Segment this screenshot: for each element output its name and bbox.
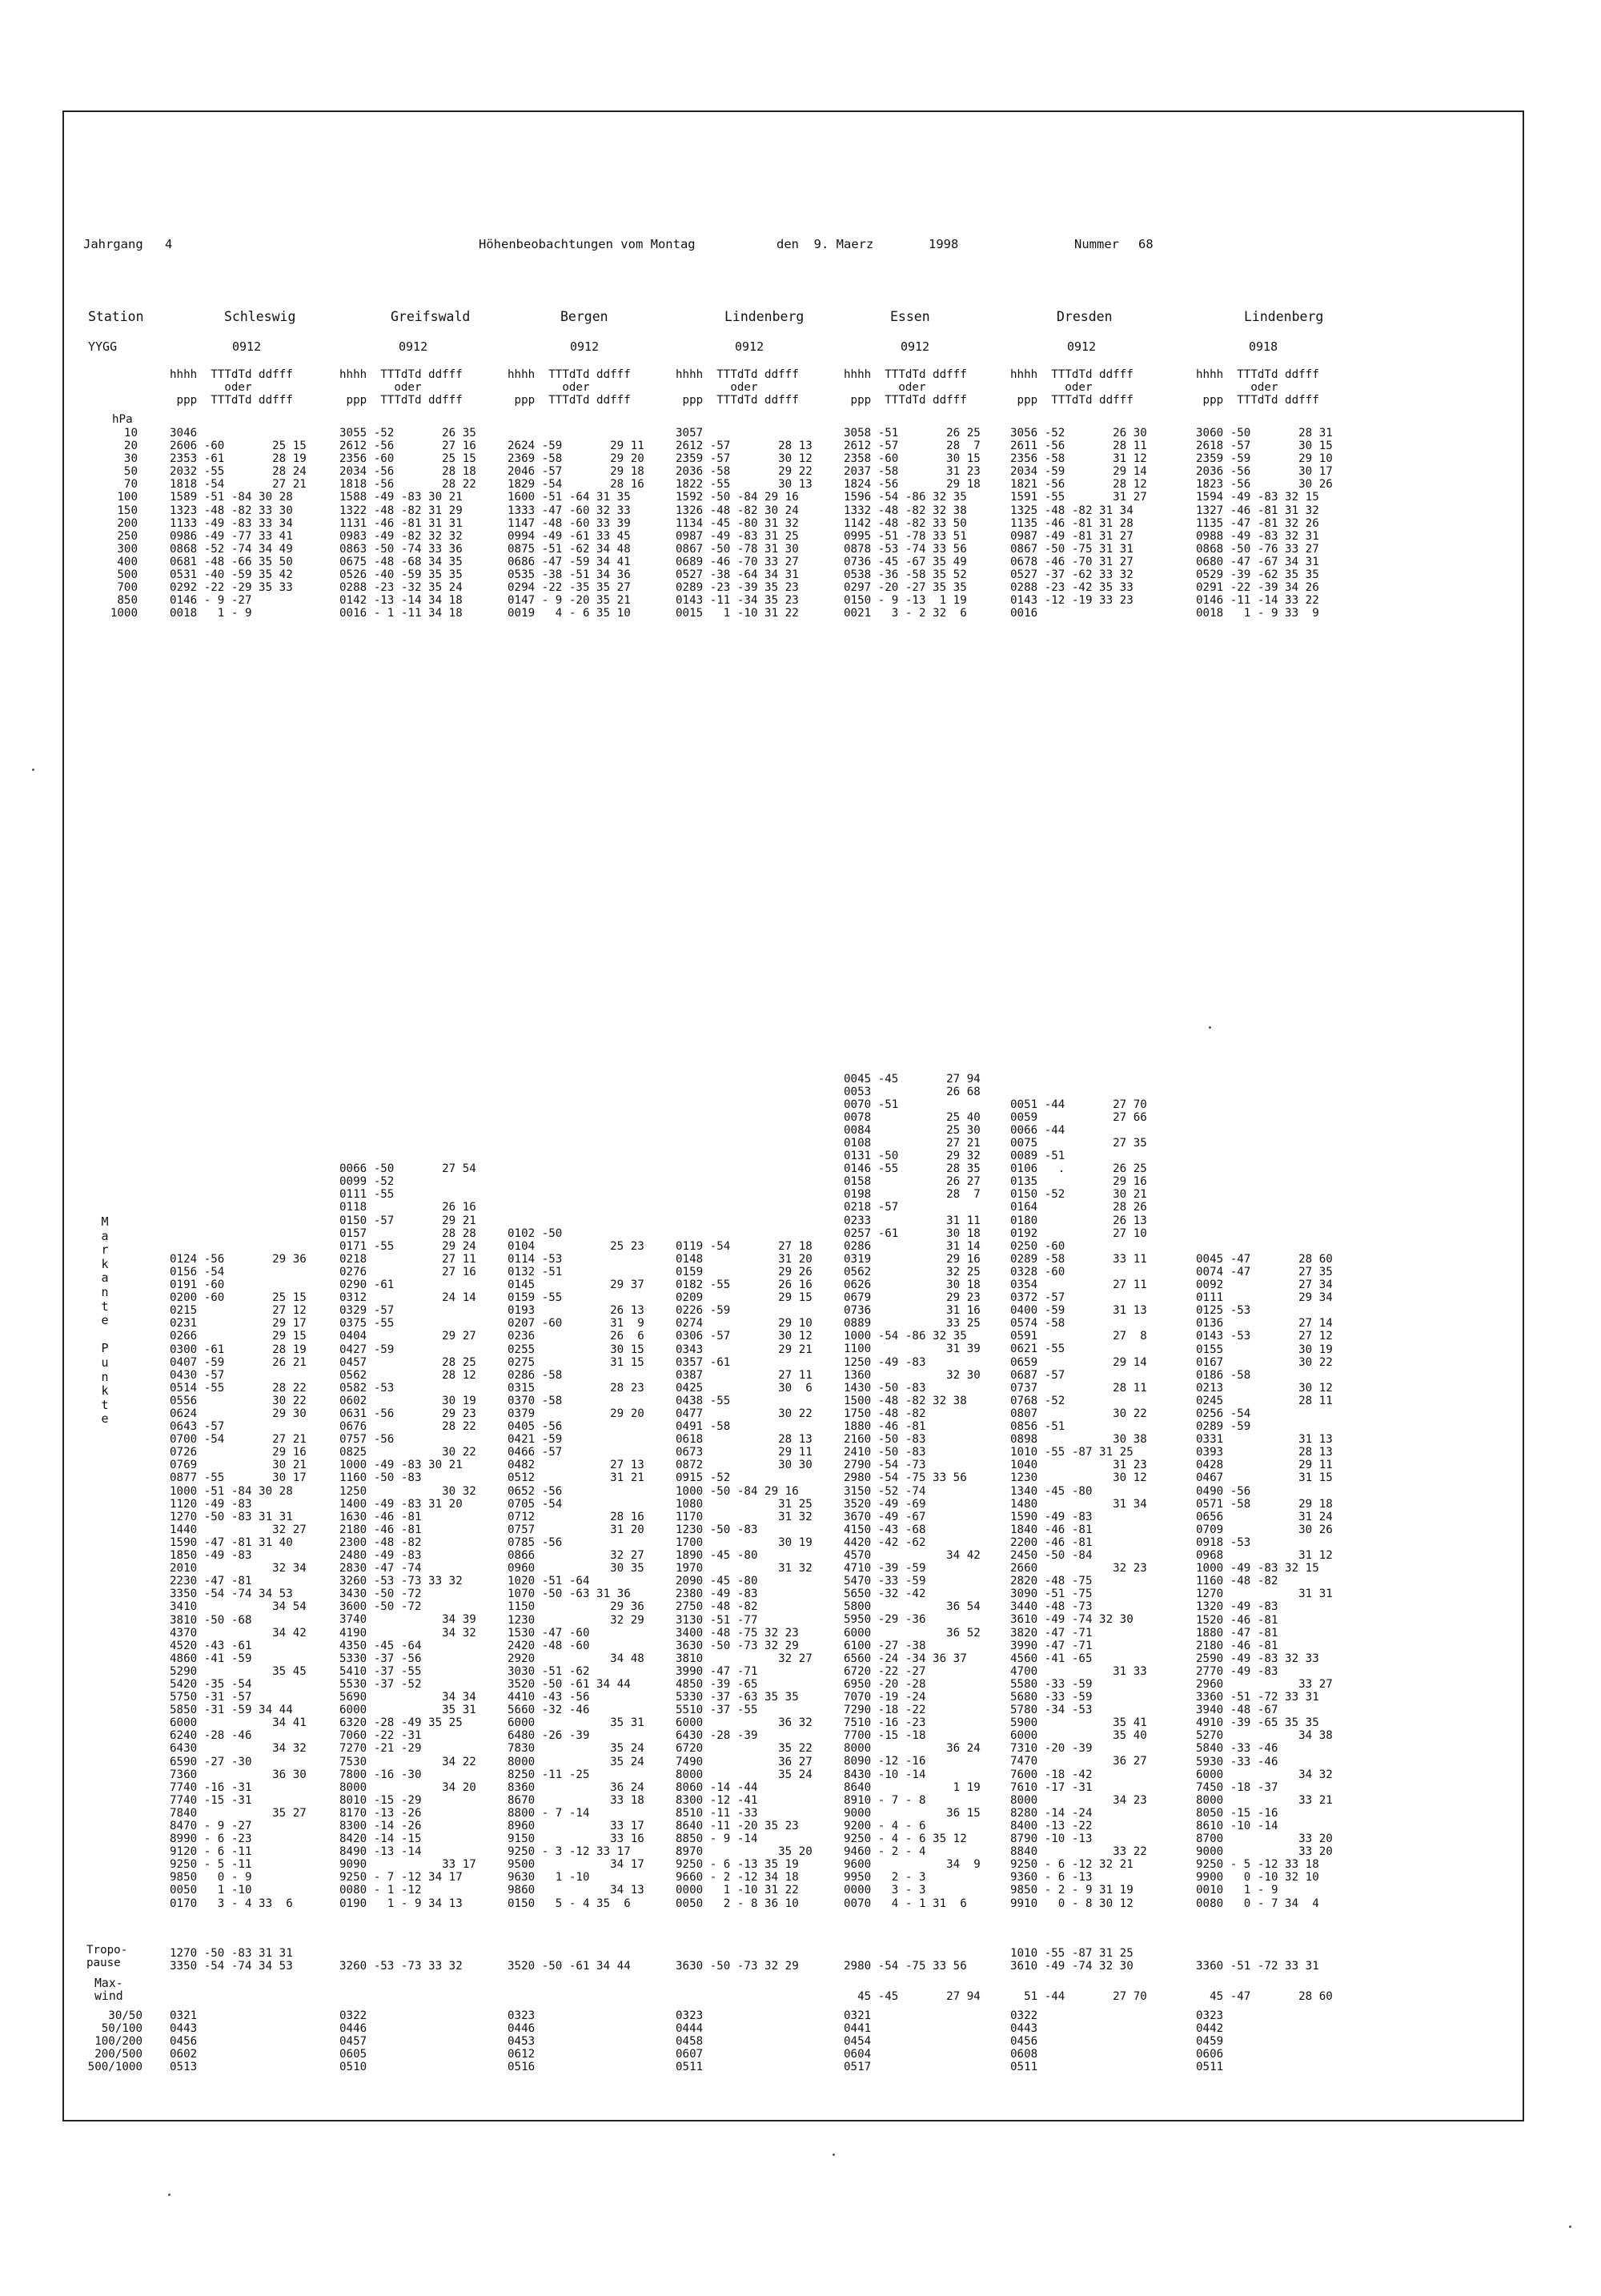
marked-points: 0102 -50 0104 25 23 0114 -53 0132 -51 0145 29 37 0159 -55 0193 26 13 0207 -60 31 9 0236 26 6 0255 30 15 0275 31 15 0286 -58 0315 28 23 0370 -58 0379 29 20 0405 -56 0421 -59 0466 -57 0482 27 13 0512 31 21 0652 -56 0705 -54 0712 28 16 0757 31 20 0785 -56 0866 32 27 0960 30 35 1020 -51 -64 1070 -50 -63 31 36 1150 29 36 1230 32 29 1530 -47 -60 2420 -48 -60 2920 34 48 3030 -51 -62 3520 -50 -61 34 44 4410 -43 -56 5660 -32 -46 6000 35 31 6480 -26 -39 7830 35 24 8000 35 24 8250 -11 -25 8360 36 24 8670 33 18 8800 - 7 -14 8960 33 17 9150 33 16 9250 - 3 -12 33 17 9500 34 17 9630 1 -10 9860 34 13 0150 5 - 4 35 6: [508, 1226, 644, 1910]
column-header: hhhh TTTdTd ddfff oder: [1010, 368, 1134, 395]
station-time: 0912: [399, 339, 428, 354]
standard-levels: 3060 -50 28 31 2618 -57 30 15 2359 -59 29 10 2036 -56 30 17 1823 -56 30 26 1594 -49 -83 32 15 1327 -46 -81 31 32 1135 -47 -81 32 26 0988 -49 -83 32 31 0868 -50 -76 33 27 0680 -47 -67 34 31 0529 -39 -62 35 35 0291 -22 -39 34 26 0146 -11 -14 33 22 0018 1 - 9 33 9: [1196, 427, 1333, 620]
marked-points-letter: t: [101, 1299, 109, 1314]
tropopause: 3520 -50 -61 34 44: [508, 1960, 631, 1973]
maxwind-top: 45 -47 28 60: [1196, 1990, 1333, 2003]
marked-points: 0045 -45 27 94 0053 26 68 0070 -51 0078 25 40 0084 25 30 0108 27 21 0131 -50 29 32 0146 -55 28 35 0158 26 27 0198 28 7 0218 -57 0233 31 11 0257 -61 30 18 0286 31 14 0319 29 16 0562 32 25 0626 30 18 0679 29 23 0736 31 16 0889 33 25 1000 -54 -86 32 35 1100 31 39 1250 -49 -83 1360 32 30 1430 -50 -83 1500 -48 -82 32 38 1750 -48 -82 1880 -46 -81 2160 -50 -83 2410 -50 -83 2790 -54 -73 2980 -54 -75 33 56 3150 -52 -74 3520 -49 -69 3670 -49 -67 4150 -43 -68 4420 -42 -62 4570 34 42 4710 -39 -59 5470 -33 -59 5650 -32 -42 5800 36 54 5950 -29 -36 6000 36 52 6100 -27 -38 6560 -24 -34 36 37 6720 -22 -27 6950 -20 -28 7070 -19 -24 7290 -18 -22 7510 -16 -23 7700 -15 -18 8000 36 24 8090 -12 -16 8430 -10 -14 8640 1 19 8910 - 7 - 8 9000 36 15 9200 - 4 - 6 9250 - 4 - 6 35 12 9460 - 2 - 4 9600 34 9 9950 2 - 3 0000 3 - 3 0070 4 - 1 31 6: [844, 1072, 981, 1910]
station-time: 0912: [1067, 339, 1097, 354]
maxwind-layers: 0323 0444 0458 0607 0511: [676, 2009, 704, 2074]
tropopause-label: Tropo- pause: [86, 1944, 128, 1970]
station-time: 0912: [570, 339, 600, 354]
marked-points: 0051 -44 27 70 0059 27 66 0066 -44 0075 27 35 0089 -51 0106 . 26 25 0135 29 16 0150 -52 30 21 0164 28 26 0180 26 13 0192 27 10 0250 -60 0289 -58 33 11 0328 -60 0354 27 11 0372 -57 0400 -59 31 13 0574 -58 0591 27 8 0621 -55 0659 29 14 0687 -57 0737 28 11 0768 -52 0807 30 22 0856 -51 0898 30 38 1010 -55 -87 31 25 1040 31 23 1230 30 12 1340 -45 -80 1480 31 34 1590 -49 -83 1840 -46 -81 2200 -46 -81 2450 -50 -84 2660 32 23 2820 -48 -75 3090 -51 -75 3440 -48 -73 3610 -49 -74 32 30 3820 -47 -71 3990 -47 -71 4560 -41 -65 4700 31 33 5580 -33 -59 5680 -33 -59 5780 -34 -53 5900 35 41 6000 35 40 7310 -20 -39 7470 36 27 7600 -18 -42 7610 -17 -31 8000 34 23 8280 -14 -24 8400 -13 -22 8790 -10 -13 8840 33 22 9250 - 6 -12 32 21 9360 - 6 -13 9850 - 2 - 9 31 19 9910 0 - 8 30 12: [1010, 1098, 1147, 1910]
tropopause: 1270 -50 -83 31 31 3350 -54 -74 34 53: [170, 1947, 293, 1973]
standard-levels: 3057 2612 -57 28 13 2359 -57 30 12 2036 -58 29 22 1822 -55 30 13 1592 -50 -84 29 16 1326 -48 -82 30 24 1134 -45 -80 31 32 0987 -49 -83 31 25 0867 -50 -78 31 30 0689 -46 -70 33 27 0527 -38 -64 34 31 0289 -23 -39 35 23 0143 -11 -34 35 23 0015 1 -10 31 22: [676, 427, 813, 620]
column-header: hhhh TTTdTd ddfff oder: [1196, 368, 1319, 395]
station-name: Bergen: [560, 309, 608, 324]
station-name: Greifswald: [391, 309, 471, 324]
station-name: Essen: [890, 309, 930, 324]
station-time: 0912: [232, 339, 262, 354]
station-name: Lindenberg: [724, 309, 805, 324]
jahrgang-label: Jahrgang: [83, 237, 143, 251]
column-header: hhhh TTTdTd ddfff oder: [339, 368, 463, 395]
jahrgang-value: 4: [165, 237, 173, 251]
page-title: Höhenbeobachtungen vom Montag: [479, 237, 696, 251]
scan-speck: [168, 2194, 171, 2196]
maxwind-label: Max- wind: [94, 1977, 123, 2004]
date: den 9. Maerz: [776, 237, 874, 251]
marked-points-letter: k: [101, 1256, 109, 1271]
scan-speck: [1569, 2226, 1571, 2228]
marked-points: 0119 -54 27 18 0148 31 20 0159 29 26 0182 -55 26 16 0209 29 15 0226 -59 0274 29 10 0306 -57 30 12 0343 29 21 0357 -61 0387 27 11 0425 30 6 0438 -55 0477 30 22 0491 -58 0618 28 13 0673 29 11 0872 30 30 0915 -52 1000 -50 -84 29 16 1080 31 25 1170 31 32 1230 -50 -83 1700 30 19 1890 -45 -80 1970 31 32 2090 -45 -80 2380 -49 -83 2750 -48 -82 3130 -51 -77 3400 -48 -75 32 23 3630 -50 -73 32 29 3810 32 27 3990 -47 -71 4850 -39 -65 5330 -37 -63 35 35 5510 -37 -55 6000 36 32 6430 -28 -39 6720 35 22 7490 36 27 8000 35 24 8060 -14 -44 8300 -12 -41 8510 -11 -33 8640 -11 -20 35 23 8850 - 9 -14 8970 35 20 9250 - 6 -13 35 19 9660 - 2 -12 34 18 0000 1 -10 31 22 0050 2 - 8 36 10: [676, 1239, 813, 1910]
marked-points-letter: e: [101, 1411, 109, 1427]
station-time: 0912: [901, 339, 930, 354]
column-header: hhhh TTTdTd ddfff oder: [676, 368, 799, 395]
yygg-label: YYGG: [88, 339, 118, 354]
maxwind-layers: 0321 0443 0456 0602 0513: [170, 2009, 198, 2074]
station-name: Lindenberg: [1244, 309, 1324, 324]
standard-levels: 3046 2606 -60 25 15 2353 -61 28 19 2032 -55 28 24 1818 -54 27 21 1589 -51 -84 30 28 1323 -48 -82 33 30 1133 -49 -83 33 34 0986 -49 -77 33 41 0868 -52 -74 34 49 0681 -48 -66 35 50 0531 -40 -59 35 42 0292 -22 -29 35 33 0146 - 9 -27 0018 1 - 9: [170, 427, 307, 620]
column-header: hhhh TTTdTd ddfff oder: [170, 368, 293, 395]
column-header: ppp TTTdTd ddfff: [508, 394, 631, 407]
scan-speck: [1209, 1026, 1211, 1029]
column-header: ppp TTTdTd ddfff: [339, 394, 463, 407]
standard-levels: 3058 -51 26 25 2612 -57 28 7 2358 -60 30 15 2037 -58 31 23 1824 -56 29 18 1596 -54 -86 32 35 1332 -48 -82 32 38 1142 -48 -82 33 50 0995 -51 -78 33 51 0878 -53 -74 33 56 0736 -45 -67 35 49 0538 -36 -58 35 52 0297 -20 -27 35 35 0150 - 9 -13 1 19 0021 3 - 2 32 6: [844, 427, 981, 620]
marked-points-letter: a: [101, 1270, 109, 1286]
maxwind-layers: 0322 0443 0456 0608 0511: [1010, 2009, 1038, 2074]
year: 1998: [929, 237, 959, 251]
standard-levels: 3056 -52 26 30 2611 -56 28 11 2356 -58 31 12 2034 -59 29 14 1821 -56 28 12 1591 -55 31 27 1325 -48 -82 31 34 1135 -46 -81 31 28 0987 -49 -81 31 27 0867 -50 -75 31 31 0678 -46 -70 31 27 0527 -37 -62 33 32 0288 -23 -42 35 33 0143 -12 -19 33 23 0016: [1010, 427, 1147, 620]
column-header: hhhh TTTdTd ddfff oder: [508, 368, 631, 395]
tropopause: 3360 -51 -72 33 31: [1196, 1960, 1319, 1973]
maxwind-top: 51 -44 27 70: [1010, 1990, 1147, 2003]
station-time: 0912: [735, 339, 764, 354]
nummer-label: Nummer: [1074, 237, 1119, 251]
nummer-value: 68: [1138, 237, 1154, 251]
marked-points-letter: n: [101, 1284, 109, 1299]
marked-points: 0124 -56 29 36 0156 -54 0191 -60 0200 -60 25 15 0215 27 12 0231 29 17 0266 29 15 0300 -61 28 19 0407 -59 26 21 0430 -57 0514 -55 28 22 0556 30 22 0624 29 30 0643 -57 0700 -54 27 21 0726 29 16 0769 30 21 0877 -55 30 17 1000 -51 -84 30 28 1120 -49 -83 1270 -50 -83 31 31 1440 32 27 1590 -47 -81 31 40 1850 -49 -83 2010 32 34 2230 -47 -81 3350 -54 -74 34 53 3410 34 54 3810 -50 -68 4370 34 42 4520 -43 -61 4860 -41 -59 5290 35 45 5420 -35 -54 5750 -31 -57 5850 -31 -59 34 44 6000 34 41 6240 -28 -46 6430 34 32 6590 -27 -30 7360 36 30 7740 -16 -31 7740 -15 -31 7840 35 27 8470 - 9 -27 8990 - 6 -23 9120 - 6 -11 9250 - 5 -11 9850 0 - 9 0050 1 -10 0170 3 - 4 33 6: [170, 1252, 307, 1910]
column-header: ppp TTTdTd ddfff: [1196, 394, 1319, 407]
column-header: ppp TTTdTd ddfff: [844, 394, 967, 407]
standard-levels: 2624 -59 29 11 2369 -58 29 20 2046 -57 29 18 1829 -54 28 16 1600 -51 -64 31 35 1333 -47 -60 32 33 1147 -48 -60 33 39 0994 -49 -61 33 45 0875 -51 -62 34 48 0686 -47 -59 34 41 0535 -38 -51 34 36 0294 -22 -35 35 27 0147 - 9 -20 35 21 0019 4 - 6 35 10: [508, 440, 644, 620]
maxwind-layers: 0323 0442 0459 0606 0511: [1196, 2009, 1224, 2074]
marked-points: 0066 -50 27 54 0099 -52 0111 -55 0118 26 16 0150 -57 29 21 0157 28 28 0171 -55 29 24 0218 27 11 0276 27 16 0290 -61 0312 24 14 0329 -57 0375 -55 0404 29 27 0427 -59 0457 28 25 0562 28 12 0582 -53 0602 30 19 0631 -56 29 23 0676 28 22 0757 -56 0825 30 22 1000 -49 -83 30 21 1160 -50 -83 1250 30 32 1400 -49 -83 31 20 1630 -46 -81 2180 -46 -81 2300 -48 -82 2480 -49 -83 2830 -47 -74 3260 -53 -73 33 32 3430 -50 -72 3600 -50 -72 3740 34 39 4190 34 32 4350 -45 -64 5330 -37 -56 5410 -37 -55 5530 -37 -52 5690 34 34 6000 35 31 6320 -28 -49 35 25 7060 -22 -31 7270 -21 -29 7530 34 22 7800 -16 -30 8000 34 20 8010 -15 -29 8170 -13 -26 8300 -14 -26 8420 -14 -15 8490 -13 -14 9090 33 17 9250 - 7 -12 34 17 0080 - 1 -12 0190 1 - 9 34 13: [339, 1162, 476, 1910]
scan-speck: [833, 2154, 835, 2156]
station-time: 0918: [1249, 339, 1278, 354]
scan-speck: [32, 769, 34, 771]
hpa-label: hPa: [112, 413, 133, 426]
marked-points-letter: r: [101, 1242, 109, 1258]
maxwind-layers: 30/50 50/100 100/200 200/500 500/1000: [87, 2009, 142, 2074]
tropopause: 3260 -53 -73 33 32: [339, 1960, 463, 1973]
marked-points: 0045 -47 28 60 0074 -47 27 35 0092 27 34 0111 29 34 0125 -53 0136 27 14 0143 -53 27 12 0155 30 19 0167 30 22 0186 -58 0213 30 12 0245 28 11 0256 -54 0289 -59 0331 31 13 0393 28 13 0428 29 11 0467 31 15 0490 -56 0571 -58 29 18 0656 31 24 0709 30 26 0918 -53 0968 31 12 1000 -49 -83 32 15 1160 -48 -82 1270 31 31 1320 -49 -83 1520 -46 -81 1880 -47 -81 2180 -46 -81 2590 -49 -83 32 33 2770 -49 -83 2960 33 27 3360 -51 -72 33 31 3940 -48 -67 4910 -39 -65 35 35 5270 34 38 5840 -33 -46 5930 -33 -46 6000 34 32 7450 -18 -37 8000 33 21 8050 -15 -16 8610 -10 -14 8700 33 20 9000 33 20 9250 - 5 -12 33 18 9900 0 -10 32 10 0010 1 - 9 0080 0 - 7 34 4: [1196, 1252, 1333, 1910]
column-header: ppp TTTdTd ddfff: [1010, 394, 1134, 407]
tropopause: 1010 -55 -87 31 25 3610 -49 -74 32 30: [1010, 1947, 1134, 1973]
marked-points-letter: t: [101, 1397, 109, 1412]
maxwind-layers: 0323 0446 0453 0612 0516: [508, 2009, 536, 2074]
pressure-levels: 10 20 30 50 70 100 150 200 250 300 400 500 700 850 1000: [110, 427, 138, 620]
maxwind-layers: 0321 0441 0454 0604 0517: [844, 2009, 872, 2074]
maxwind-top: 45 -45 27 94: [844, 1990, 981, 2003]
column-header: ppp TTTdTd ddfff: [170, 394, 293, 407]
station-name: Dresden: [1057, 309, 1113, 324]
column-header: ppp TTTdTd ddfff: [676, 394, 799, 407]
marked-points-letter: k: [101, 1383, 109, 1399]
marked-points-letter: a: [101, 1228, 109, 1243]
standard-levels: 3055 -52 26 35 2612 -56 27 16 2356 -60 25 15 2034 -56 28 18 1818 -56 28 22 1588 -49 -83 30 21 1322 -48 -82 31 29 1131 -46 -81 31 31 0983 -49 -82 32 32 0863 -50 -74 33 36 0675 -48 -68 34 35 0526 -40 -59 35 35 0288 -23 -32 35 24 0142 -13 -14 34 18 0016 - 1 -11 34 18: [339, 427, 476, 620]
marked-points-label: [99, 1215, 110, 1427]
marked-points-letter: e: [101, 1313, 109, 1328]
maxwind-layers: 0322 0446 0457 0605 0510: [339, 2009, 367, 2074]
marked-points-letter: [99, 1328, 110, 1343]
tropopause: 2980 -54 -75 33 56: [844, 1960, 967, 1973]
marked-points-letter: u: [101, 1355, 109, 1370]
marked-points-letter: P: [101, 1341, 109, 1356]
station-label: Station: [88, 309, 144, 324]
marked-points-letter: n: [101, 1369, 109, 1384]
tropopause: 3630 -50 -73 32 29: [676, 1960, 799, 1973]
station-name: Schleswig: [224, 309, 296, 324]
marked-points-letter: M: [101, 1214, 109, 1229]
column-header: hhhh TTTdTd ddfff oder: [844, 368, 967, 395]
